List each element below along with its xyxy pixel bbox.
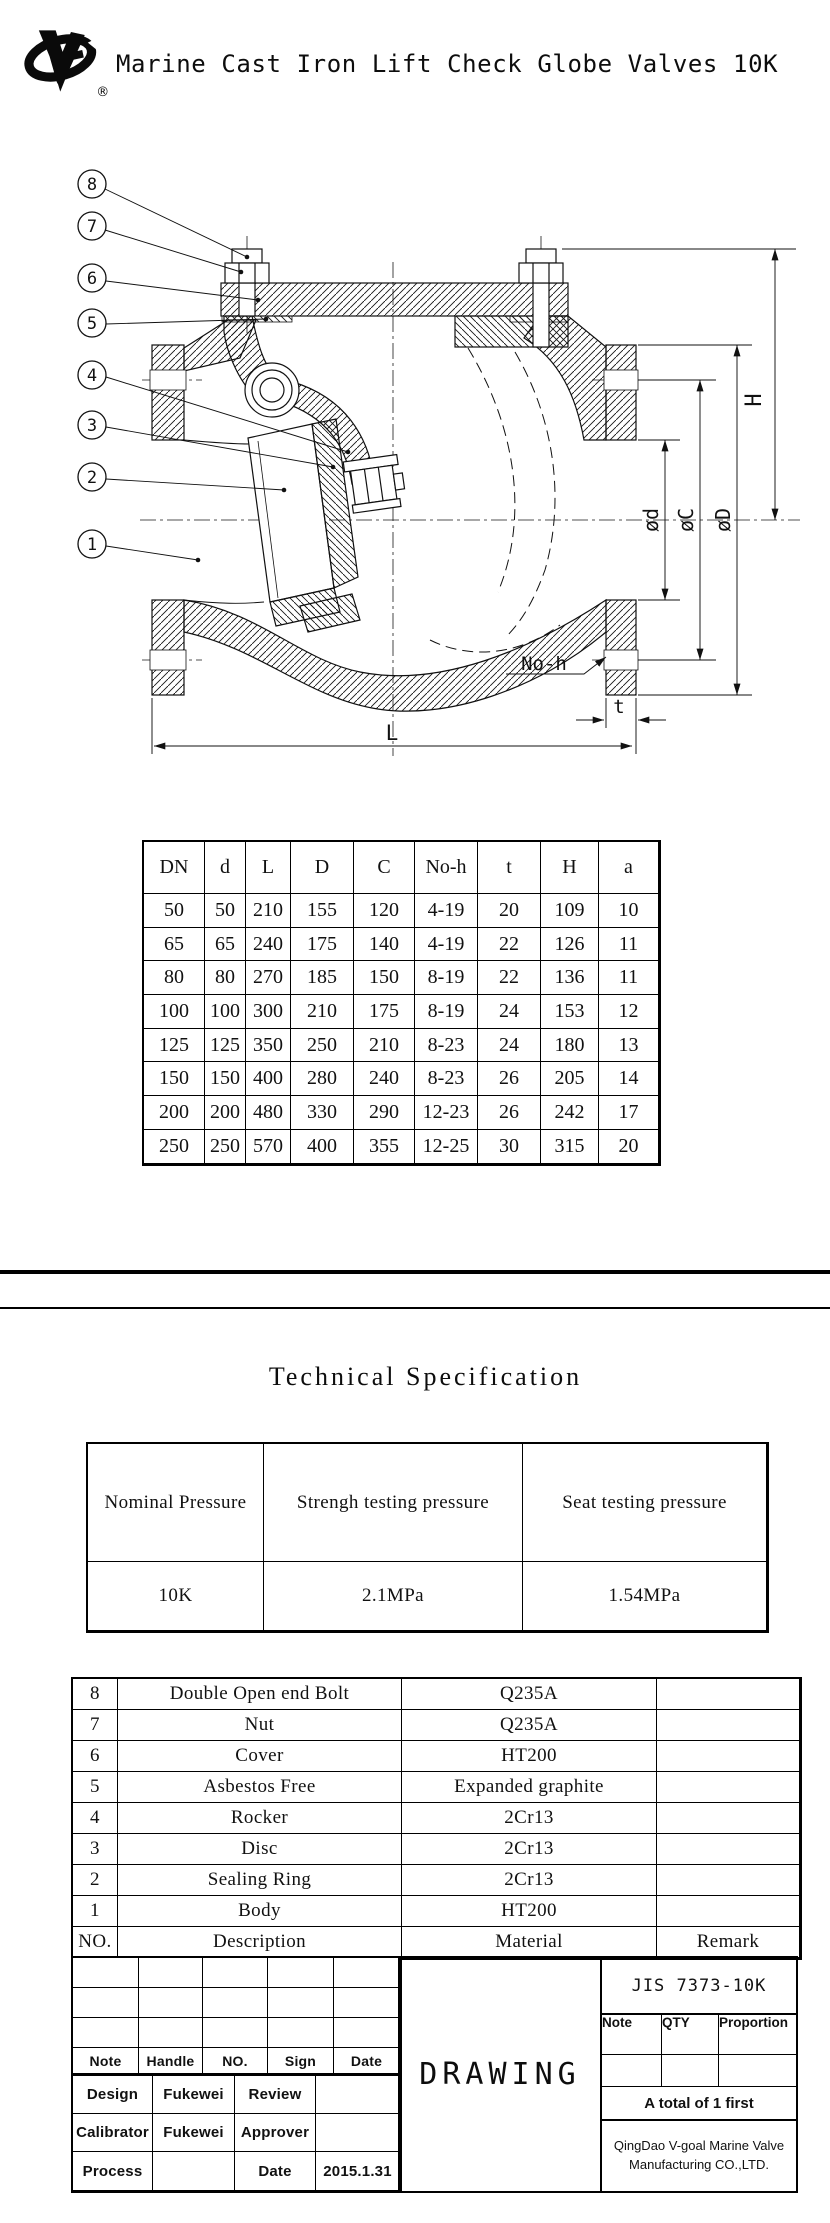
table-header-cell: D (291, 842, 354, 894)
table-header-cell: DN (144, 842, 205, 894)
table-cell: 3 (73, 1834, 118, 1865)
table-cell: Fukewei (153, 2076, 235, 2114)
table-cell: Double Open end Bolt (118, 1679, 402, 1710)
table-cell: 80 (144, 961, 205, 995)
table-cell: Process (73, 2152, 153, 2191)
table-cell: 1 (73, 1896, 118, 1927)
table-cell: 2Cr13 (402, 1803, 657, 1834)
table-cell: Material (402, 1927, 657, 1958)
title-block-drawing-cell (398, 1956, 602, 2193)
balloon-1: 1 (86, 535, 98, 555)
table-cell: 30 (478, 1130, 541, 1164)
table-cell (657, 1679, 800, 1710)
table-cell (73, 1988, 139, 2018)
dimension-table (142, 840, 661, 1166)
table-cell: 4 (73, 1803, 118, 1834)
table-cell: HT200 (402, 1741, 657, 1772)
table-cell: 300 (246, 995, 291, 1029)
table-cell: 17 (599, 1096, 659, 1130)
table-cell: 2 (73, 1865, 118, 1896)
table-cell: 330 (291, 1096, 354, 1130)
table-cell: 175 (354, 995, 415, 1029)
table-cell: 140 (354, 928, 415, 962)
table-cell: 65 (205, 928, 246, 962)
table-cell: 315 (541, 1130, 599, 1164)
table-cell: 100 (144, 995, 205, 1029)
table-cell: 400 (246, 1062, 291, 1096)
table-cell (334, 1958, 400, 1988)
table-cell: HT200 (402, 1896, 657, 1927)
table-header-cell: No-h (415, 842, 478, 894)
table-cell: 150 (205, 1062, 246, 1096)
table-cell: Disc (118, 1834, 402, 1865)
table-header-cell: Nominal Pressure (88, 1444, 264, 1562)
table-cell: Calibrator (73, 2114, 153, 2152)
table-cell: 180 (541, 1029, 599, 1063)
table-cell (268, 1958, 334, 1988)
table-cell (662, 2055, 719, 2087)
table-cell (334, 2018, 400, 2048)
table-cell: 20 (478, 894, 541, 928)
table-cell: 280 (291, 1062, 354, 1096)
table-cell: 242 (541, 1096, 599, 1130)
table-cell (657, 1710, 800, 1741)
table-cell: Body (118, 1896, 402, 1927)
registered-mark: ® (96, 85, 110, 101)
table-cell: Sealing Ring (118, 1865, 402, 1896)
balloon-3: 3 (86, 416, 98, 436)
table-cell: Q235A (402, 1710, 657, 1741)
table-header-cell: a (599, 842, 659, 894)
table-cell (268, 2018, 334, 2048)
table-cell: 136 (541, 961, 599, 995)
table-cell: Description (118, 1927, 402, 1958)
table-cell: NO. (203, 2048, 268, 2074)
dim-label-noh: No-h (521, 653, 567, 675)
table-cell: 2Cr13 (402, 1834, 657, 1865)
table-header-cell: t (478, 842, 541, 894)
page-title: Marine Cast Iron Lift Check Globe Valves 10K (116, 50, 779, 78)
table-cell: 205 (541, 1062, 599, 1096)
table-cell: 2.1MPa (264, 1562, 523, 1631)
table-header-cell: L (246, 842, 291, 894)
table-cell (657, 1803, 800, 1834)
table-cell: 109 (541, 894, 599, 928)
table-header-cell: Note (602, 2015, 662, 2055)
table-header-cell: Proportion (719, 2015, 796, 2055)
table-cell: Date (334, 2048, 400, 2074)
valve-section-drawing (0, 95, 830, 775)
table-header-cell: H (541, 842, 599, 894)
table-cell (657, 1772, 800, 1803)
table-cell: Date (235, 2152, 316, 2191)
table-cell: 12 (599, 995, 659, 1029)
table-cell: 10K (88, 1562, 264, 1631)
rocker-pivot (245, 363, 299, 417)
company-name (602, 2119, 796, 2191)
balloon-5: 5 (86, 314, 98, 334)
balloon-8: 8 (86, 175, 98, 195)
table-cell: 210 (354, 1029, 415, 1063)
table-cell (602, 2055, 662, 2087)
table-cell (657, 1834, 800, 1865)
dim-label-t: t (613, 696, 625, 718)
table-cell: 125 (205, 1029, 246, 1063)
table-cell: Q235A (402, 1679, 657, 1710)
table-cell: 8-23 (415, 1029, 478, 1063)
spec-table (86, 1442, 769, 1633)
disc-assembly (248, 419, 407, 626)
table-cell (139, 1988, 203, 2018)
table-cell: 26 (478, 1062, 541, 1096)
table-cell: 175 (291, 928, 354, 962)
table-cell: Sign (268, 2048, 334, 2074)
table-cell: 10 (599, 894, 659, 928)
table-cell: 270 (246, 961, 291, 995)
table-cell: 80 (205, 961, 246, 995)
table-cell (153, 2152, 235, 2191)
spec-title: Technical Specification (268, 1362, 583, 1391)
table-cell: 100 (205, 995, 246, 1029)
table-header-cell: Strengh testing pressure (264, 1444, 523, 1562)
table-cell (316, 2114, 400, 2152)
table-cell (139, 2018, 203, 2048)
standard-number: JIS 7373-10K (602, 1958, 796, 2015)
balloon-4: 4 (86, 366, 98, 386)
table-cell: 2015.1.31 (316, 2152, 400, 2191)
table-cell: 250 (205, 1130, 246, 1164)
table-cell: 126 (541, 928, 599, 962)
dim-label-H: H (742, 393, 767, 407)
table-cell: 240 (246, 928, 291, 962)
table-cell: 65 (144, 928, 205, 962)
table-header-cell: C (354, 842, 415, 894)
table-cell: 2Cr13 (402, 1865, 657, 1896)
table-cell (203, 2018, 268, 2048)
table-cell: Review (235, 2076, 316, 2114)
table-cell: 5 (73, 1772, 118, 1803)
table-cell (657, 1865, 800, 1896)
table-cell: 200 (205, 1096, 246, 1130)
table-cell: 200 (144, 1096, 205, 1130)
table-cell: 4-19 (415, 928, 478, 962)
dim-label-D: øD (711, 507, 735, 533)
table-cell: 155 (291, 894, 354, 928)
table-cell: 250 (144, 1130, 205, 1164)
dim-label-d: ød (639, 507, 663, 533)
table-cell: Handle (139, 2048, 203, 2074)
table-cell: 250 (291, 1029, 354, 1063)
table-cell: Rocker (118, 1803, 402, 1834)
title-block-design-grid (71, 2074, 402, 2193)
table-cell: 8-19 (415, 961, 478, 995)
table-cell: NO. (73, 1927, 118, 1958)
table-cell: Expanded graphite (402, 1772, 657, 1803)
table-cell: Cover (118, 1741, 402, 1772)
dim-label-C: øC (674, 507, 698, 533)
table-cell: 355 (354, 1130, 415, 1164)
table-cell: Asbestos Free (118, 1772, 402, 1803)
table-cell: 125 (144, 1029, 205, 1063)
table-cell: Fukewei (153, 2114, 235, 2152)
table-cell: 26 (478, 1096, 541, 1130)
table-cell: Remark (657, 1927, 800, 1958)
table-cell: 6 (73, 1741, 118, 1772)
drawing-label: DRAWING (419, 2057, 581, 2092)
table-cell: Design (73, 2076, 153, 2114)
divider-thick (0, 1270, 830, 1274)
total-note: A total of 1 first (602, 2087, 796, 2121)
table-cell: Approver (235, 2114, 316, 2152)
company-line-2: Manufacturing CO.,LTD. (629, 2157, 769, 2172)
disc-nut (343, 454, 407, 513)
table-cell: 8 (73, 1679, 118, 1710)
table-cell (73, 1958, 139, 1988)
balloon-2: 2 (86, 468, 98, 488)
table-cell (657, 1741, 800, 1772)
divider-thin (0, 1307, 830, 1309)
table-cell: 24 (478, 995, 541, 1029)
table-cell: 22 (478, 961, 541, 995)
table-cell: 153 (541, 995, 599, 1029)
table-cell: Nut (118, 1710, 402, 1741)
table-cell: 8-19 (415, 995, 478, 1029)
table-cell: 240 (354, 1062, 415, 1096)
table-cell: Note (73, 2048, 139, 2074)
table-cell (719, 2055, 796, 2087)
table-cell: 12-25 (415, 1130, 478, 1164)
table-cell (73, 2018, 139, 2048)
table-cell: 13 (599, 1029, 659, 1063)
table-cell: 400 (291, 1130, 354, 1164)
table-cell: 150 (144, 1062, 205, 1096)
table-cell: 480 (246, 1096, 291, 1130)
table-cell: 290 (354, 1096, 415, 1130)
balloon-6: 6 (86, 269, 98, 289)
table-header-cell: QTY (662, 2015, 719, 2055)
table-cell: 11 (599, 961, 659, 995)
table-cell (139, 1958, 203, 1988)
balloon-7: 7 (86, 217, 98, 237)
table-cell: 24 (478, 1029, 541, 1063)
table-cell: 210 (246, 894, 291, 928)
table-cell: 50 (144, 894, 205, 928)
table-cell: 150 (354, 961, 415, 995)
table-cell: 350 (246, 1029, 291, 1063)
table-cell: 1.54MPa (523, 1562, 767, 1631)
qty-grid (602, 2015, 796, 2087)
table-cell: 20 (599, 1130, 659, 1164)
table-cell (268, 1988, 334, 2018)
table-cell: 12-23 (415, 1096, 478, 1130)
balloons (78, 170, 106, 558)
title-block-sign-grid (71, 1956, 402, 2076)
table-cell: 11 (599, 928, 659, 962)
table-cell (316, 2076, 400, 2114)
table-cell: 50 (205, 894, 246, 928)
table-header-cell: d (205, 842, 246, 894)
table-cell: 8-23 (415, 1062, 478, 1096)
table-cell: 570 (246, 1130, 291, 1164)
table-cell (203, 1988, 268, 2018)
dim-label-L: L (385, 721, 399, 745)
company-line-1: QingDao V-goal Marine Valve (613, 2137, 785, 2153)
title-block-right (600, 1956, 798, 2193)
table-cell: 7 (73, 1710, 118, 1741)
table-cell: 22 (478, 928, 541, 962)
table-cell (334, 1988, 400, 2018)
hidden-lines (430, 348, 560, 652)
table-cell (203, 1958, 268, 1988)
table-header-cell: Seat testing pressure (523, 1444, 767, 1562)
table-cell (657, 1896, 800, 1927)
table-cell: 210 (291, 995, 354, 1029)
table-cell: 4-19 (415, 894, 478, 928)
parts-table (71, 1677, 802, 1960)
table-cell: 120 (354, 894, 415, 928)
table-cell: 185 (291, 961, 354, 995)
table-cell: 14 (599, 1062, 659, 1096)
